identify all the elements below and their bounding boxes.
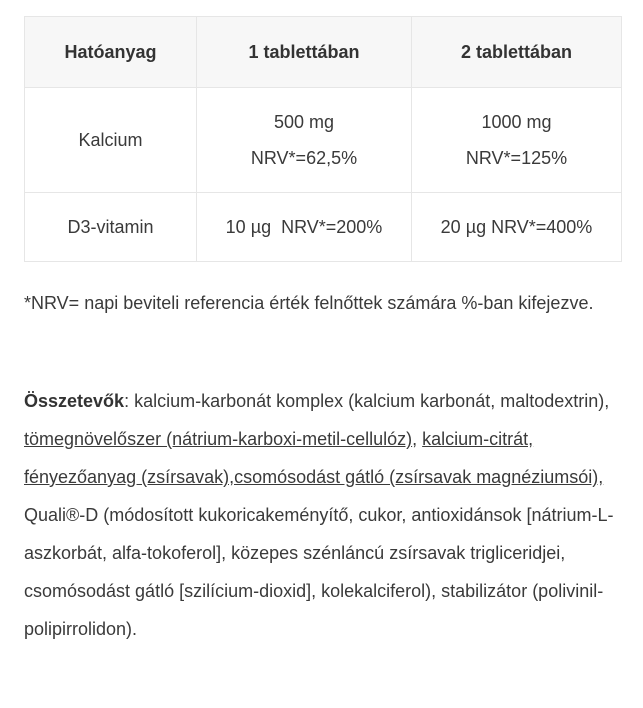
ingredients-separator: ,	[412, 429, 423, 449]
amount-one-tablet	[197, 193, 412, 262]
amount-value: 10 µg NRV*=200%	[225, 216, 383, 237]
ingredients-text-1: kalcium-karbonát komplex (kalcium karbonát, maltodextrin),	[134, 391, 610, 411]
nrv-footnote: *NRV= napi beviteli referencia érték felnőttek számára %-ban kifejezve.	[24, 293, 594, 313]
amount-two-tablets	[412, 88, 622, 193]
amount-value: 20 µg NRV*=400%	[440, 216, 593, 237]
link-calcium-citrate[interactable]: kalcium-citrát, fényezőanyag (zsírsavak),csomósodást gátló (zsírsavak magnéziumsói),	[24, 429, 604, 487]
nrv-value: NRV*=62,5%	[250, 148, 358, 168]
ingredients-text-2: Quali®-D (módosított kukoricakeményítő, cukor, antioxidánsok [nátrium-L-aszkorbát, alfa-tokoferol], közepes szénláncú zsírsavak trigliceridjei, csomósodást gátló [szilícium-dioxid], kolekalciferol), stabilizátor (polivinil-polipirrolidon).	[24, 505, 614, 639]
ingredients-paragraph	[24, 382, 624, 648]
table-header-row	[25, 17, 622, 88]
ingredients-label: Összetevők	[24, 391, 125, 411]
amount-one-tablet	[197, 88, 412, 193]
nutrition-table	[24, 16, 622, 262]
ingredients-colon: :	[124, 391, 135, 411]
amount-value: 1000 mg	[481, 112, 552, 132]
amount-value: 500 mg	[273, 112, 335, 132]
header-active-ingredient: Hatóanyag	[25, 17, 197, 88]
table-row	[25, 193, 622, 262]
header-two-tablets: 2 tablettában	[412, 17, 622, 88]
link-bulking-agent[interactable]: tömegnövelőszer (nátrium-karboxi-metil-cellulóz)	[24, 429, 413, 449]
nrv-value: NRV*=125%	[465, 148, 568, 168]
header-one-tablet: 1 tablettában	[197, 17, 412, 88]
ingredient-name: Kalcium	[25, 88, 197, 193]
table-row	[25, 88, 622, 193]
amount-two-tablets	[412, 193, 622, 262]
ingredient-name: D3-vitamin	[25, 193, 197, 262]
